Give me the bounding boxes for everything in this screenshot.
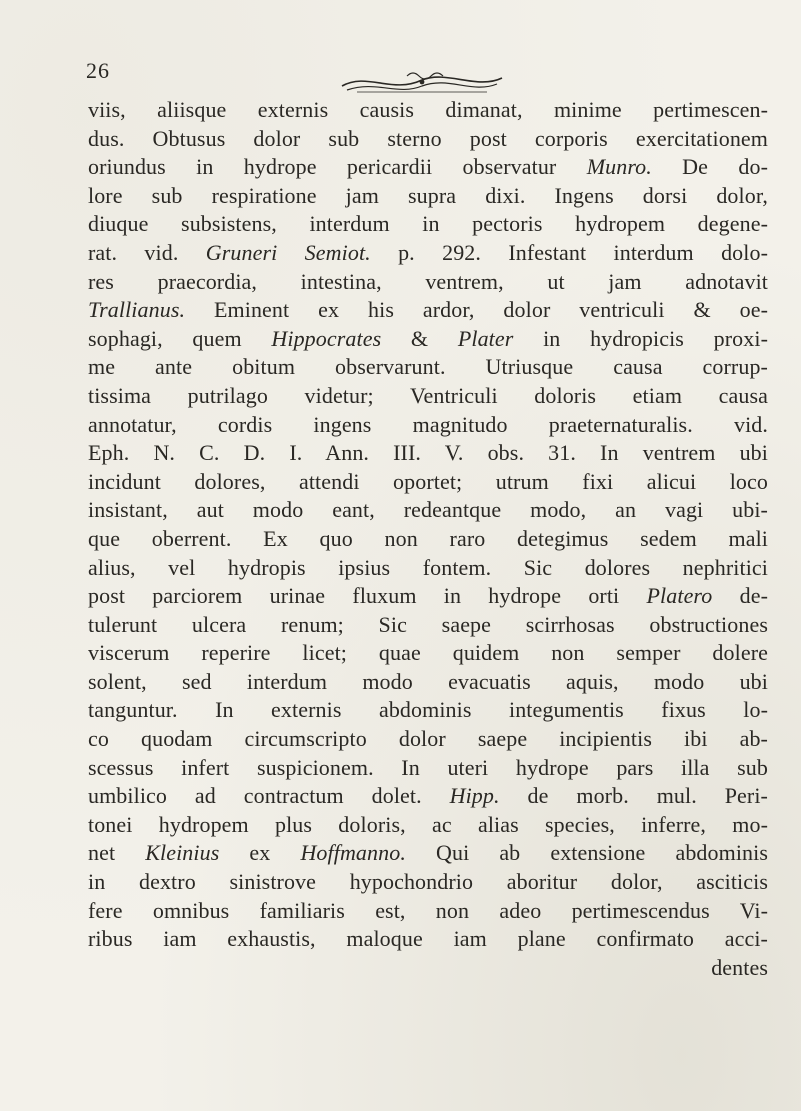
text-segment: p. 292. Infestant interdum dolo- bbox=[370, 239, 769, 265]
italic-reference: Trallianus. bbox=[88, 297, 186, 323]
italic-reference: Platero bbox=[646, 583, 713, 609]
text-line bbox=[88, 954, 768, 983]
text-segment: insistant, aut modo eant, redeantque modo, an vagi ubi- bbox=[88, 497, 768, 523]
text-line bbox=[88, 754, 768, 783]
text-line bbox=[88, 611, 768, 640]
text-segment: in dextro sinistrove hypochondrio aboritur dolor, asciticis bbox=[88, 869, 768, 895]
text-segment: ex bbox=[219, 840, 301, 866]
text-segment: res praecordia, intestina, ventrem, ut jam adnotavit bbox=[88, 268, 768, 294]
text-line bbox=[88, 725, 768, 754]
text-segment: me ante obitum observarunt. Utriusque causa corrup- bbox=[88, 354, 768, 380]
text-line bbox=[88, 325, 768, 354]
text-line bbox=[88, 668, 768, 697]
text-segment: Qui ab extensione abdominis bbox=[405, 840, 769, 866]
text-line bbox=[88, 268, 768, 297]
body-text bbox=[88, 96, 768, 982]
page-number: 26 bbox=[86, 58, 110, 83]
text-segment: incidunt dolores, attendi oportet; utrum fixi alicui loco bbox=[88, 468, 768, 494]
text-segment: & bbox=[381, 325, 458, 351]
text-segment: umbilico ad contractum dolet. bbox=[88, 783, 450, 809]
text-segment: annotatur, cordis ingens magnitudo praeternaturalis. vid. bbox=[88, 411, 768, 437]
text-segment: alius, vel hydropis ipsius fontem. Sic dolores nephritici bbox=[88, 554, 768, 580]
text-segment: de morb. mul. Peri- bbox=[499, 783, 768, 809]
text-segment: rat. vid. bbox=[88, 239, 206, 265]
text-segment: sophagi, quem bbox=[88, 325, 272, 351]
text-segment: in hydropicis proxi- bbox=[513, 325, 769, 351]
text-segment: ribus iam exhaustis, maloque iam plane confirmato acci- bbox=[88, 926, 768, 952]
headpiece-ornament bbox=[337, 68, 507, 96]
text-segment: viis, aliisque externis causis dimanat, minime pertimescen- bbox=[88, 97, 768, 122]
text-line bbox=[88, 239, 768, 268]
italic-reference: Hippocrates bbox=[271, 325, 382, 351]
text-segment: Eph. N. C. D. I. Ann. III. V. obs. 31. In ventrem ubi bbox=[88, 440, 768, 466]
text-segment: tanguntur. In externis abdominis integumentis fixus lo- bbox=[88, 697, 768, 723]
text-segment: dentes bbox=[711, 954, 768, 980]
text-segment: tonei hydropem plus doloris, ac alias species, inferre, mo- bbox=[88, 811, 768, 837]
text-line bbox=[88, 639, 768, 668]
text-segment: viscerum reperire licet; quae quidem non semper dolere bbox=[88, 640, 768, 666]
text-segment: scessus infert suspicionem. In uteri hydrope pars illa sub bbox=[88, 754, 768, 780]
text-line bbox=[88, 182, 768, 211]
text-line bbox=[88, 411, 768, 440]
text-line bbox=[88, 96, 768, 125]
italic-reference: Gruneri Semiot. bbox=[205, 239, 371, 265]
text-segment: De do- bbox=[651, 154, 768, 180]
text-line bbox=[88, 353, 768, 382]
text-line bbox=[88, 582, 768, 611]
text-segment: tissima putrilago videtur; Ventriculi doloris etiam causa bbox=[88, 382, 768, 408]
text-line bbox=[88, 210, 768, 239]
text-segment: co quodam circumscripto dolor saepe incipientis ibi ab- bbox=[88, 726, 768, 752]
text-line bbox=[88, 153, 768, 182]
text-segment: diuque subsistens, interdum in pectoris hydropem degene- bbox=[88, 211, 768, 237]
italic-reference: Kleinius bbox=[145, 840, 220, 866]
text-line bbox=[88, 868, 768, 897]
text-line bbox=[88, 897, 768, 926]
text-line bbox=[88, 782, 768, 811]
text-segment: oriundus in hydrope pericardii observatur bbox=[88, 154, 587, 180]
text-line bbox=[88, 696, 768, 725]
text-segment: fere omnibus familiaris est, non adeo pertimescendus Vi- bbox=[88, 897, 768, 923]
text-segment: net bbox=[88, 840, 146, 866]
italic-reference: Hoffmanno. bbox=[300, 840, 406, 866]
text-line bbox=[88, 125, 768, 154]
text-line bbox=[88, 468, 768, 497]
text-segment: que oberrent. Ex quo non raro detegimus sedem mali bbox=[88, 525, 768, 551]
text-line bbox=[88, 382, 768, 411]
italic-reference: Hipp. bbox=[449, 783, 500, 809]
text-line bbox=[88, 554, 768, 583]
text-line bbox=[88, 811, 768, 840]
text-segment: dus. Obtusus dolor sub sterno post corporis exercitationem bbox=[88, 125, 768, 151]
text-segment: post parciorem urinae fluxum in hydrope orti bbox=[88, 583, 647, 609]
text-line bbox=[88, 296, 768, 325]
text-line bbox=[88, 925, 768, 954]
text-segment: lore sub respiratione jam supra dixi. Ingens dorsi dolor, bbox=[88, 182, 768, 208]
text-segment: Eminent ex his ardor, dolor ventriculi & oe- bbox=[185, 297, 768, 323]
text-line bbox=[88, 439, 768, 468]
text-segment: solent, sed interdum modo evacuatis aquis, modo ubi bbox=[88, 668, 768, 694]
text-line bbox=[88, 839, 768, 868]
text-line bbox=[88, 525, 768, 554]
italic-reference: Plater bbox=[457, 325, 514, 351]
text-segment: tulerunt ulcera renum; Sic saepe scirrhosas obstructiones bbox=[88, 611, 768, 637]
text-line bbox=[88, 496, 768, 525]
text-segment: de- bbox=[712, 583, 768, 609]
italic-reference: Munro. bbox=[586, 154, 652, 180]
